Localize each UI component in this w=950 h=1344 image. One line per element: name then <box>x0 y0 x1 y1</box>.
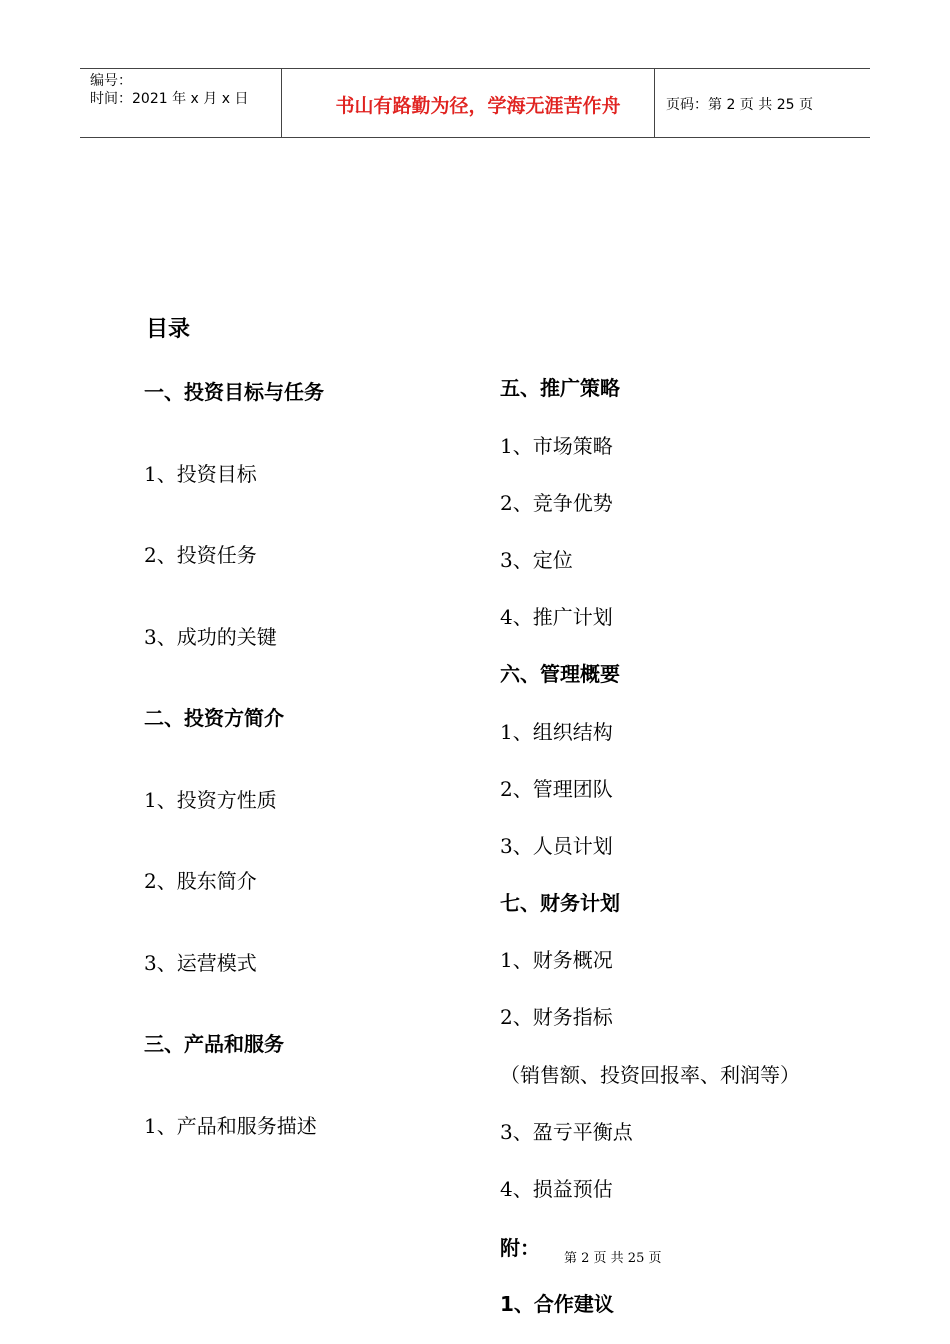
toc-item: 4、损益预估 <box>500 1177 613 1201</box>
header-page-info: 页码：第 2 页 共 25 页 <box>666 97 813 113</box>
toc-heading: 1、合作建议 <box>500 1292 614 1316</box>
toc-item: 1、市场策略 <box>500 434 613 458</box>
toc-item: 2、竞争优势 <box>500 491 613 515</box>
date-label: 时间：2021 年 x 月 x 日 <box>90 91 249 107</box>
toc-heading: 七、财务计划 <box>500 891 620 915</box>
toc-item: 3、成功的关键 <box>144 625 277 649</box>
toc-item: 1、财务概况 <box>500 948 613 972</box>
toc-item: 1、组织结构 <box>500 720 613 744</box>
toc-item: 3、人员计划 <box>500 834 613 858</box>
toc-item: 2、投资任务 <box>144 543 257 567</box>
toc-heading: 二、投资方简介 <box>144 706 284 730</box>
toc-title: 目录 <box>146 317 191 342</box>
toc-heading: 一、投资目标与任务 <box>144 380 324 404</box>
toc-item: 3、定位 <box>500 548 573 572</box>
code-label: 编号： <box>90 73 132 89</box>
toc-item: 1、投资目标 <box>144 462 257 486</box>
header-divider <box>654 69 655 137</box>
toc-heading: 三、产品和服务 <box>144 1032 284 1056</box>
toc-item: 1、投资方性质 <box>144 788 277 812</box>
header-divider <box>281 69 282 137</box>
toc-item: 1、产品和服务描述 <box>144 1114 317 1138</box>
toc-item: 2、财务指标 <box>500 1005 613 1029</box>
header-meta <box>90 72 248 108</box>
toc-item: 2、管理团队 <box>500 777 613 801</box>
toc-item: 2、股东简介 <box>144 869 257 893</box>
toc-heading: 附： <box>500 1236 540 1260</box>
header-motto: 书山有路勤为径，学海无涯苦作舟 <box>335 95 621 117</box>
page-footer: 第 2 页 共 25 页 <box>564 1251 662 1266</box>
toc-item: 4、推广计划 <box>500 605 613 629</box>
toc-item-note: （销售额、投资回报率、利润等） <box>500 1063 800 1087</box>
page-header <box>80 68 870 138</box>
toc-item: 3、运营模式 <box>144 951 257 975</box>
toc-heading: 五、推广策略 <box>500 376 620 400</box>
toc-heading: 六、管理概要 <box>500 662 620 686</box>
toc-item: 3、盈亏平衡点 <box>500 1120 633 1144</box>
